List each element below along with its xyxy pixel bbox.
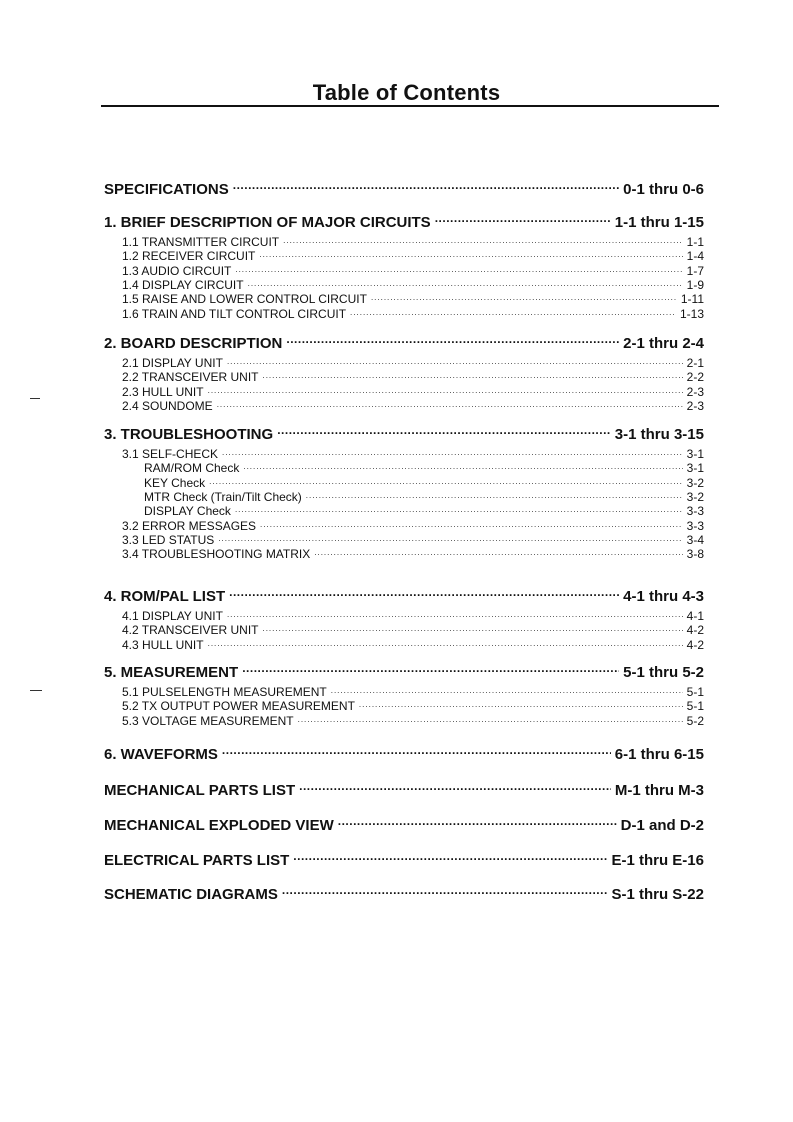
toc-entry	[104, 516, 704, 533]
page-title: Table of Contents	[312, 80, 501, 105]
dot-leader	[209, 473, 683, 487]
toc-entry-label: 2.1 DISPLAY UNIT	[122, 356, 223, 370]
toc-entry-page: 2-1	[686, 356, 704, 370]
dot-leader	[227, 353, 683, 367]
toc-entry-label: 5.1 PULSELENGTH MEASUREMENT	[122, 685, 327, 699]
toc-entry	[104, 544, 704, 562]
toc-entry-label: 3.2 ERROR MESSAGES	[122, 518, 257, 533]
toc-entry	[104, 382, 704, 399]
dot-leader	[331, 682, 683, 696]
dot-leader	[262, 367, 682, 381]
toc-entry	[104, 530, 704, 547]
toc-entry-label: RAM/ROM Check	[144, 461, 240, 476]
toc-section-page: 3-1 thru 3-15	[614, 426, 704, 443]
toc-entry	[104, 711, 704, 728]
dot-leader	[248, 275, 683, 289]
toc-section-label: 6. WAVEFORMS	[104, 746, 218, 763]
toc-entry-page: 1-7	[686, 263, 704, 278]
toc-section	[104, 421, 704, 443]
toc-section-label: SCHEMATIC DIAGRAMS	[104, 886, 278, 903]
dot-leader	[299, 777, 611, 795]
toc-entry-label: 1.4 DISPLAY CIRCUIT	[122, 277, 244, 292]
dot-leader	[282, 881, 608, 899]
toc-entry	[104, 487, 704, 504]
toc-entry-label: 3.4 TROUBLESHOOTING MATRIX	[122, 547, 311, 562]
toc-entry-label: 4.2 TRANSCEIVER UNIT	[122, 623, 259, 638]
toc-entry-label: 1.3 AUDIO CIRCUIT	[122, 263, 232, 278]
dot-leader	[217, 396, 683, 410]
toc-section	[104, 881, 704, 903]
title-underline	[101, 105, 719, 107]
toc-entry	[104, 473, 704, 490]
toc-section-label: SPECIFICATIONS	[104, 181, 229, 198]
dot-leader	[293, 847, 607, 865]
toc-entry-label: KEY Check	[144, 475, 206, 490]
toc-entry-label: 1.1 TRANSMITTER CIRCUIT	[122, 235, 280, 249]
toc-section	[104, 812, 704, 834]
toc-entry-page: 1-1	[686, 235, 704, 249]
toc-section-label: 2. BOARD DESCRIPTION	[104, 335, 283, 352]
toc-entry-label: 3.3 LED STATUS	[122, 532, 215, 547]
toc-entry-page: 1-13	[679, 306, 704, 321]
toc-entry-page: 5-1	[686, 685, 704, 699]
dot-leader	[262, 620, 682, 634]
toc-entry-page: 3-1	[686, 461, 704, 476]
toc-section	[104, 330, 704, 352]
toc-section-label: MECHANICAL PARTS LIST	[104, 782, 296, 799]
toc-entry-page: 2-2	[686, 370, 704, 385]
toc-entry	[104, 275, 704, 292]
toc-entry	[104, 444, 704, 461]
toc-entry	[104, 353, 704, 370]
toc-entry	[104, 246, 704, 264]
toc-section-label: 5. MEASUREMENT	[104, 664, 239, 681]
toc-entry-label: 4.3 HULL UNIT	[122, 637, 204, 652]
toc-entry-label: DISPLAY Check	[144, 504, 231, 519]
toc-entry-page: 4-1	[686, 609, 704, 623]
toc-section-page: E-1 thru E-16	[611, 852, 704, 869]
dot-leader	[435, 209, 611, 227]
dot-leader	[222, 444, 683, 458]
toc-section-label: 3. TROUBLESHOOTING	[104, 426, 274, 443]
toc-entry-label: 2.3 HULL UNIT	[122, 384, 204, 399]
toc-entry	[104, 261, 704, 278]
toc-entry-page: 1-4	[686, 249, 704, 264]
dot-leader	[338, 812, 617, 830]
dot-leader	[359, 696, 683, 710]
toc-section-label: 1. BRIEF DESCRIPTION OF MAJOR CIRCUITS	[104, 214, 431, 231]
toc-entry-page: 3-2	[686, 475, 704, 490]
toc-entry	[104, 620, 704, 638]
dot-leader	[277, 421, 611, 439]
toc-section	[104, 583, 704, 605]
toc-section	[104, 209, 704, 231]
toc-entry	[104, 396, 704, 413]
dot-leader	[306, 487, 683, 501]
dot-leader	[243, 458, 682, 472]
toc-entry-label: 5.3 VOLTAGE MEASUREMENT	[122, 713, 294, 728]
toc-entry-label: 1.5 RAISE AND LOWER CONTROL CIRCUIT	[122, 292, 367, 307]
dot-leader	[260, 516, 683, 530]
toc-section	[104, 777, 704, 799]
toc-entry	[104, 458, 704, 476]
dot-leader	[259, 246, 682, 260]
toc-section-page: 6-1 thru 6-15	[614, 746, 704, 763]
toc-entry-page: 4-2	[686, 637, 704, 652]
toc-entry-page: 3-3	[686, 504, 704, 519]
margin-tick	[30, 690, 42, 691]
toc-section-page: S-1 thru S-22	[611, 886, 704, 903]
dot-leader	[227, 606, 683, 620]
toc-section-page: 4-1 thru 4-3	[623, 588, 704, 605]
toc-entry-label: 2.4 SOUNDOME	[122, 398, 213, 413]
toc-section-label: MECHANICAL EXPLODED VIEW	[104, 817, 334, 834]
toc-entry-page: 1-9	[686, 277, 704, 292]
dot-leader	[283, 232, 683, 246]
dot-leader	[208, 635, 683, 649]
toc-section-page: M-1 thru M-3	[614, 782, 704, 799]
toc-entry-label: 4.1 DISPLAY UNIT	[122, 609, 223, 623]
toc-entry	[104, 501, 704, 519]
dot-leader	[371, 289, 677, 303]
dot-leader	[218, 530, 682, 544]
toc-entry-page: 5-2	[686, 713, 704, 728]
toc-entry-label: 3.1 SELF-CHECK	[122, 447, 219, 461]
dot-leader	[235, 261, 682, 275]
toc-entry	[104, 606, 704, 623]
dot-leader	[222, 741, 611, 759]
toc-entry-page: 3-2	[686, 489, 704, 504]
toc-entry	[104, 367, 704, 385]
toc-section-page: 2-1 thru 2-4	[623, 335, 704, 352]
toc-section	[104, 659, 704, 681]
dot-leader	[208, 382, 683, 396]
toc-section-page: 1-1 thru 1-15	[614, 214, 704, 231]
toc-entry-page: 3-1	[686, 447, 704, 461]
toc-entry-page: 2-3	[686, 398, 704, 413]
toc-entry-label: 1.6 TRAIN AND TILT CONTROL CIRCUIT	[122, 306, 347, 321]
toc-section-label: ELECTRICAL PARTS LIST	[104, 852, 290, 869]
toc-entry	[104, 232, 704, 249]
toc-entry-page: 1-11	[680, 292, 704, 307]
toc-entry	[104, 682, 704, 699]
toc-entry-page: 2-3	[686, 384, 704, 399]
margin-tick	[30, 398, 40, 399]
toc-entry-page: 4-2	[686, 623, 704, 638]
dot-leader	[298, 711, 683, 725]
toc-entry	[104, 635, 704, 652]
toc-section-page: D-1 and D-2	[620, 817, 704, 834]
dot-leader	[235, 501, 683, 515]
toc-entry-page: 5-1	[686, 699, 704, 714]
toc-section	[104, 847, 704, 869]
toc-section-page: 0-1 thru 0-6	[623, 181, 704, 198]
toc-entry-page: 3-3	[686, 518, 704, 533]
dot-leader	[242, 659, 619, 677]
dot-leader	[286, 330, 619, 348]
toc-section-page: 5-1 thru 5-2	[623, 664, 704, 681]
toc-entry-label: 5.2 TX OUTPUT POWER MEASUREMENT	[122, 699, 355, 714]
toc-section	[104, 741, 704, 763]
toc-section-label: 4. ROM/PAL LIST	[104, 588, 226, 605]
toc-section	[104, 176, 704, 198]
dot-leader	[233, 176, 619, 194]
dot-leader	[314, 544, 682, 558]
toc-entry-label: 1.2 RECEIVER CIRCUIT	[122, 249, 256, 264]
toc-entry-page: 3-4	[686, 532, 704, 547]
toc-entry	[104, 696, 704, 714]
toc-entry-page: 3-8	[686, 547, 704, 562]
toc-entry	[104, 289, 704, 307]
dot-leader	[229, 583, 619, 601]
toc-entry-label: MTR Check (Train/Tilt Check)	[144, 489, 302, 504]
dot-leader	[350, 304, 676, 318]
toc-entry	[104, 304, 704, 321]
toc-entry-label: 2.2 TRANSCEIVER UNIT	[122, 370, 259, 385]
